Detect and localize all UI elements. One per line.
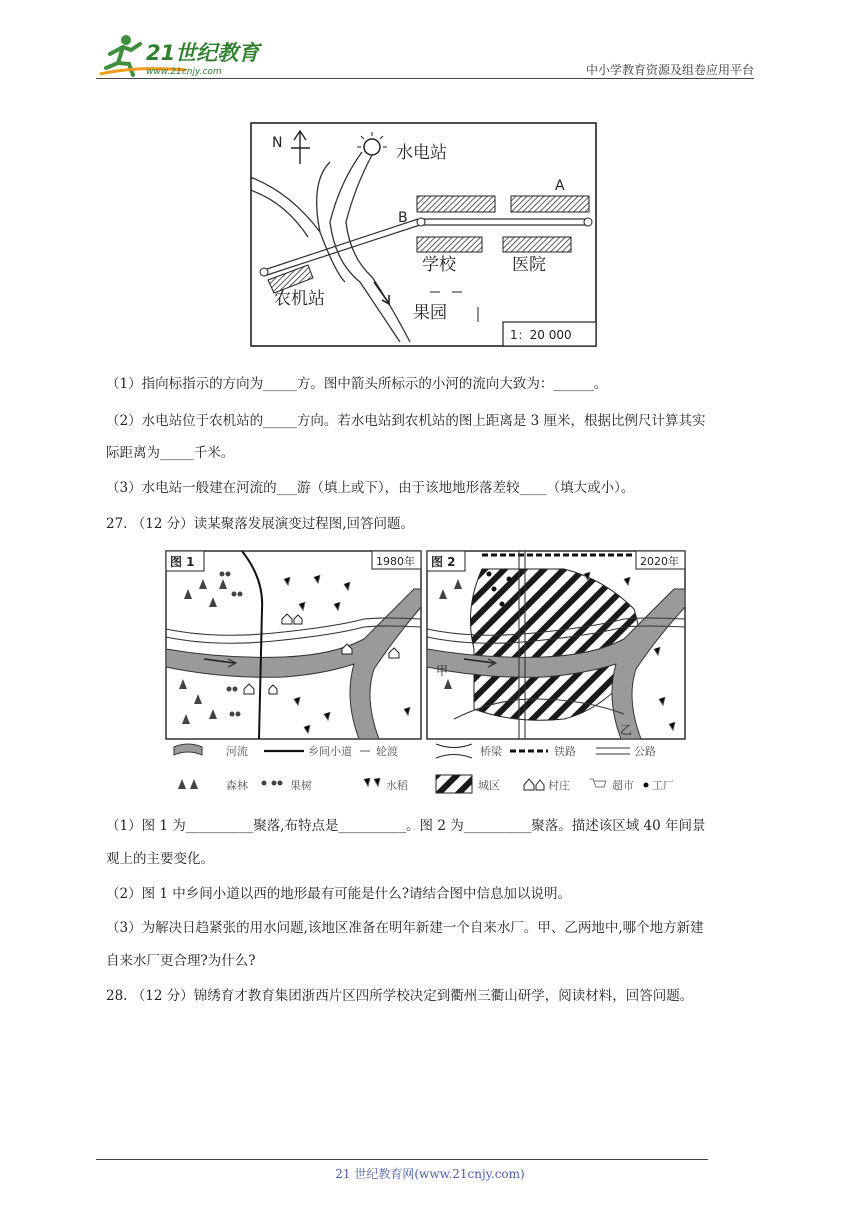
q27-intro: 27. （12 分）读某聚落发展演变过程图,回答问题。 xyxy=(106,516,415,532)
footer-divider xyxy=(96,1159,708,1160)
legend-road-icon xyxy=(596,748,630,754)
legend-village-icon xyxy=(524,779,544,790)
q27-part3-cont: 自来水厂更合理?为什么? xyxy=(106,953,256,969)
legend-city-icon xyxy=(436,775,472,793)
location-jia: 甲 xyxy=(436,664,449,678)
fig1-label: 图 1 xyxy=(170,555,195,569)
legend-river-icon xyxy=(174,744,202,755)
legend-bridge: 桥梁 xyxy=(480,745,502,758)
header-divider xyxy=(96,78,754,79)
legend-forest: 森林 xyxy=(226,779,248,792)
hospital-label: 医院 xyxy=(512,255,546,275)
q27-part1-cont: 观上的主要变化。 xyxy=(106,851,214,867)
fig1-year: 1980年 xyxy=(376,555,415,568)
q27-part1: （1）图 1 为__________聚落,布特点是__________。图 2 为__________聚落。描述该区域 40 年间景 xyxy=(106,818,706,834)
legend-village: 村庄 xyxy=(548,779,570,792)
q26-part1: （1）指向标指示的方向为_____方。图中箭头所标示的小河的流向大致为：______。 xyxy=(106,376,608,392)
fig2-year: 2020年 xyxy=(640,555,679,568)
logo-url: www.21cnjy.com xyxy=(146,67,222,77)
legend-factory: 工厂 xyxy=(652,779,674,792)
legend-market-icon xyxy=(590,779,606,787)
legend-ferry: 轮渡 xyxy=(376,745,398,758)
site-logo xyxy=(96,30,266,80)
q26-part2-cont: 际距离为_____千米。 xyxy=(106,445,235,461)
farm-machine-label: 农机站 xyxy=(274,289,325,309)
logo-text: 21世纪教育 xyxy=(146,41,260,65)
map-figure-1 xyxy=(250,122,598,348)
settlement-figure xyxy=(164,549,688,801)
q27-part3: （3）为解决日趋紧张的用水问题,该地区准备在明年新建一个自来水厂。甲、乙两地中,哪个地方新建 xyxy=(106,920,704,936)
fig2-label: 图 2 xyxy=(431,555,456,569)
legend-rice-icon xyxy=(364,778,380,786)
legend-market: 超市 xyxy=(612,779,634,792)
hydro-label: 水电站 xyxy=(396,143,447,163)
school-label: 学校 xyxy=(422,255,456,275)
legend-bridge-icon xyxy=(436,744,472,758)
legend-river: 河流 xyxy=(226,745,248,758)
north-label: N xyxy=(272,135,283,151)
legend-city: 城区 xyxy=(478,779,500,792)
q26-part3: （3）水电站一般建在河流的___游（填上或下），由于该地地形落差较____（填大或小）。 xyxy=(106,480,635,496)
label-a: A xyxy=(555,178,565,194)
platform-name: 中小学教育资源及组卷应用平台 xyxy=(585,63,754,77)
legend-path: 乡间小道 xyxy=(308,745,352,758)
scale-label: 1：20 000 xyxy=(510,328,572,342)
legend-factory-icon xyxy=(644,783,649,788)
legend-railway: 铁路 xyxy=(554,745,576,758)
q27-part2: （2）图 1 中乡间小道以西的地形最有可能是什么?请结合图中信息加以说明。 xyxy=(106,886,571,902)
q28-intro: 28. （12 分）锦绣育才教育集团浙西片区四所学校决定到衢州三衢山研学，阅读材料，回答问题。 xyxy=(106,988,694,1004)
footer-text: 21 世纪教育网(www.21cnjy.com) xyxy=(335,1167,525,1181)
legend-rice: 水稻 xyxy=(386,779,408,792)
legend-road: 公路 xyxy=(634,745,656,758)
q26-part2: （2）水电站位于农机站的_____方向。若水电站到农机站的图上距离是 3 厘米，根据比例尺计算其实 xyxy=(106,413,706,429)
legend-fruit: 果树 xyxy=(290,779,312,792)
orchard-label: 果园 xyxy=(413,303,447,323)
legend-forest-icon xyxy=(178,779,198,789)
legend-fruit-icon xyxy=(262,781,283,786)
label-b: B xyxy=(398,210,408,226)
location-yi: 乙 xyxy=(620,723,633,737)
